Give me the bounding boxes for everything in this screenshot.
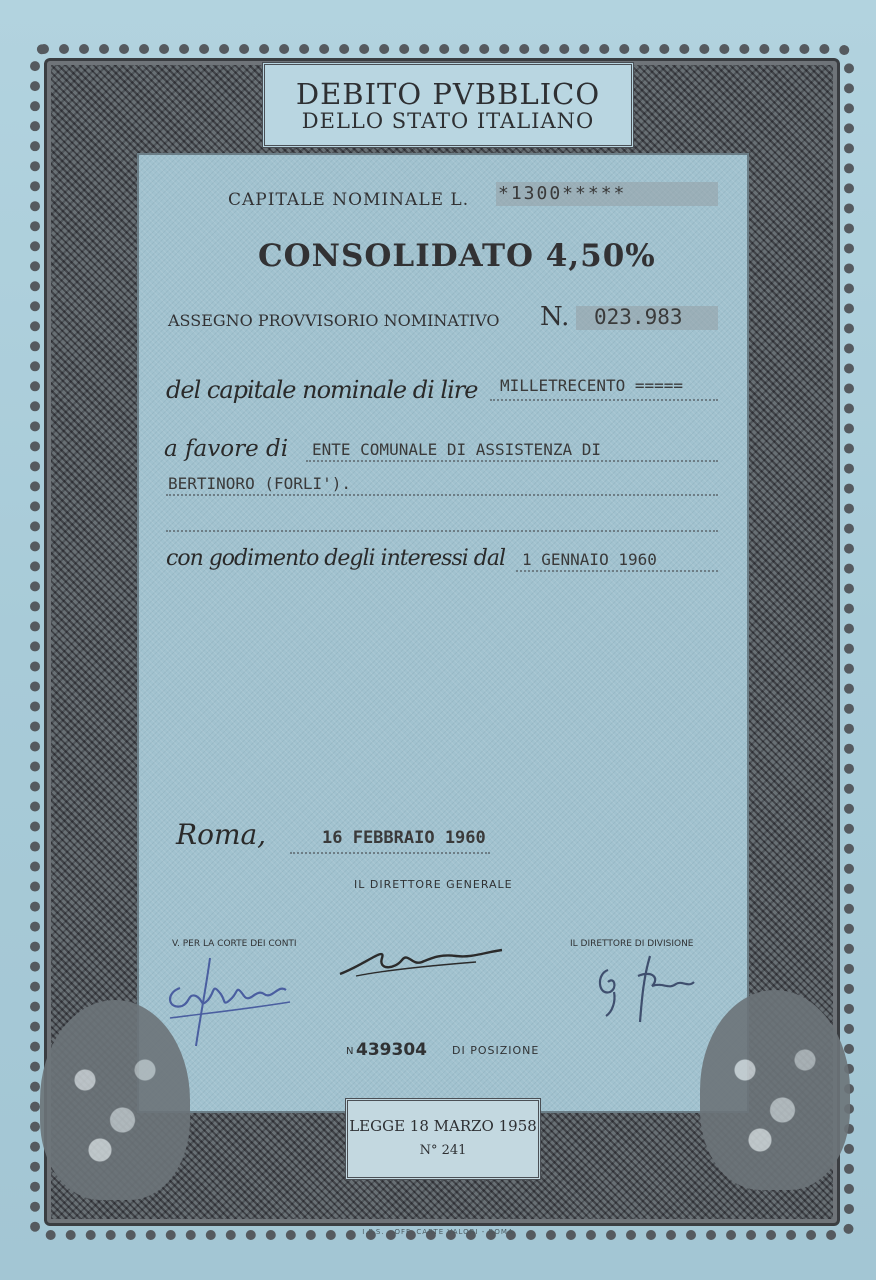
godimento-label: con godimento degli interessi dal <box>166 546 506 571</box>
favore-label: a favore di <box>164 436 289 462</box>
signature-direttore-generale <box>336 936 506 986</box>
grapes-ornament-left <box>40 1000 190 1200</box>
data-value: 16 FEBBRAIO 1960 <box>322 828 486 848</box>
assegno-n-label: N. <box>540 302 570 332</box>
direttore-generale-label: IL DIRETTORE GENERALE <box>354 878 513 891</box>
favore-line1: ENTE COMUNALE DI ASSISTENZA DI <box>312 440 601 459</box>
capitale-lire-value: MILLETRECENTO ===== <box>500 376 684 395</box>
assegno-label: ASSEGNO PROVVISORIO NOMINATIVO <box>168 311 500 330</box>
posizione-label: DI POSIZIONE <box>452 1044 540 1057</box>
posizione-prefix: N <box>346 1046 354 1057</box>
grapes-ornament-right <box>700 990 850 1190</box>
capitale-value: *1300***** <box>498 183 627 204</box>
favore-dots-3 <box>166 530 718 532</box>
favore-line2: BERTINORO (FORLI'). <box>168 474 352 493</box>
corte-conti-label: V. PER LA CORTE DEI CONTI <box>172 939 297 949</box>
direttore-divisione-label: IL DIRETTORE DI DIVISIONE <box>570 939 694 949</box>
luogo-label: Roma, <box>176 818 267 851</box>
printer-credit: I.P.S. - OFF. CARTE VALORI - ROMA <box>362 1228 514 1236</box>
header-subtitle: DELLO STATO ITALIANO <box>301 109 595 133</box>
legge-plate <box>345 1098 541 1180</box>
favore-dots-1 <box>306 460 718 462</box>
signature-corte-conti <box>160 948 300 1048</box>
capitale-lire-label: del capitale nominale di lire <box>166 376 478 404</box>
data-dots <box>290 852 490 854</box>
header-title: DEBITO PVBBLICO <box>295 77 601 111</box>
godimento-dots <box>516 570 718 572</box>
header-plate <box>262 62 634 148</box>
legge-line2: N° 241 <box>419 1143 467 1158</box>
posizione-number: 439304 <box>356 1040 427 1060</box>
signature-direttore-divisione <box>594 946 704 1036</box>
capitale-label: CAPITALE NOMINALE L. <box>228 190 470 210</box>
favore-dots-2 <box>166 494 718 496</box>
consolidato-title: CONSOLIDATO 4,50% <box>258 238 656 274</box>
godimento-value: 1 GENNAIO 1960 <box>522 550 657 569</box>
assegno-number: 023.983 <box>594 305 683 329</box>
legge-line1: LEGGE 18 MARZO 1958 <box>349 1117 537 1135</box>
capitale-lire-dots <box>490 399 718 401</box>
